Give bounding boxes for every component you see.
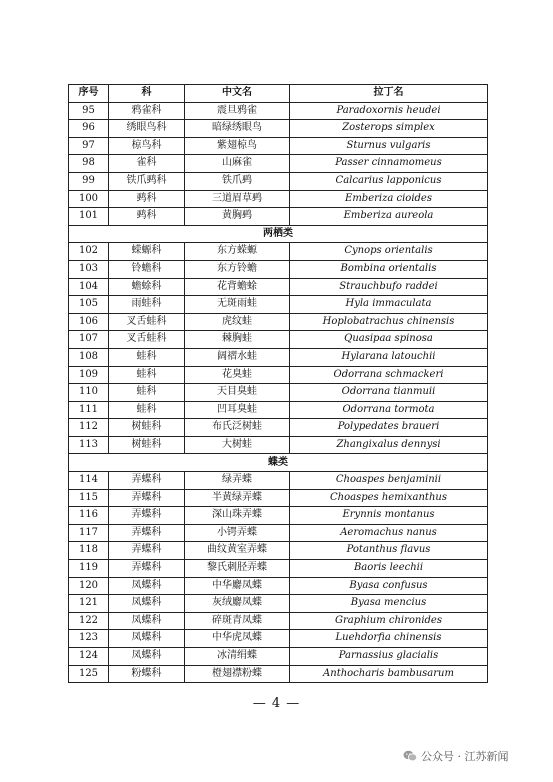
cell-latin-name: Hyla immaculata	[290, 296, 488, 314]
cell-chinese-name: 深山珠弄蝶	[185, 507, 290, 525]
cell-index: 103	[69, 260, 109, 278]
cell-family: 叉舌蛙科	[109, 331, 185, 349]
cell-latin-name: Odorrana schmackeri	[290, 366, 488, 384]
cell-index: 118	[69, 542, 109, 560]
cell-chinese-name: 花背蟾蜍	[185, 278, 290, 296]
table-row	[69, 472, 488, 490]
cell-family: 蛙科	[109, 401, 185, 419]
section-title: 两栖类	[69, 225, 488, 243]
cell-latin-name: Sturnus vulgaris	[290, 137, 488, 155]
cell-latin-name: Byasa mencius	[290, 595, 488, 613]
section-row	[69, 225, 488, 243]
cell-family: 弄蝶科	[109, 524, 185, 542]
table-row	[69, 524, 488, 542]
cell-family: 粉蝶科	[109, 665, 185, 683]
cell-family: 树蛙科	[109, 419, 185, 437]
table-row	[69, 120, 488, 138]
header-latin-name: 拉丁名	[290, 85, 488, 103]
cell-family: 叉舌蛙科	[109, 313, 185, 331]
cell-chinese-name: 东方蝾螈	[185, 243, 290, 261]
cell-latin-name: Parnassius glacialis	[290, 648, 488, 666]
cell-chinese-name: 凹耳臭蛙	[185, 401, 290, 419]
table-row	[69, 507, 488, 525]
cell-latin-name: Baoris leechii	[290, 560, 488, 578]
table-row	[69, 208, 488, 226]
cell-index: 116	[69, 507, 109, 525]
table-row	[69, 243, 488, 261]
cell-chinese-name: 山麻雀	[185, 155, 290, 173]
table-row	[69, 665, 488, 683]
table-row	[69, 489, 488, 507]
table-row	[69, 366, 488, 384]
table-row	[69, 630, 488, 648]
cell-chinese-name: 紫翅椋鸟	[185, 137, 290, 155]
cell-index: 100	[69, 190, 109, 208]
cell-latin-name: Aeromachus nanus	[290, 524, 488, 542]
cell-chinese-name: 震旦鸦雀	[185, 102, 290, 120]
header-family: 科	[109, 85, 185, 103]
cell-family: 蝾螈科	[109, 243, 185, 261]
section-row	[69, 454, 488, 472]
table-row	[69, 612, 488, 630]
cell-chinese-name: 小锷弄蝶	[185, 524, 290, 542]
cell-chinese-name: 大树蛙	[185, 436, 290, 454]
cell-index: 110	[69, 384, 109, 402]
table-row	[69, 560, 488, 578]
table-row	[69, 348, 488, 366]
cell-index: 123	[69, 630, 109, 648]
cell-latin-name: Anthocharis bambusarum	[290, 665, 488, 683]
cell-index: 105	[69, 296, 109, 314]
cell-chinese-name: 花臭蛙	[185, 366, 290, 384]
cell-family: 蛙科	[109, 366, 185, 384]
cell-family: 弄蝶科	[109, 472, 185, 490]
species-table	[68, 84, 488, 683]
watermark-text: 公众号 · 江苏新闻	[421, 750, 509, 763]
table-row	[69, 190, 488, 208]
table-row	[69, 155, 488, 173]
cell-latin-name: Hoplobatrachus chinensis	[290, 313, 488, 331]
cell-family: 弄蝶科	[109, 542, 185, 560]
section-title: 蝶类	[69, 454, 488, 472]
page-number: — 4 —	[252, 696, 301, 711]
cell-latin-name: Hylarana latouchii	[290, 348, 488, 366]
watermark	[403, 748, 509, 764]
table-row	[69, 401, 488, 419]
table-row	[69, 419, 488, 437]
cell-family: 凤蝶科	[109, 630, 185, 648]
cell-chinese-name: 棘胸蛙	[185, 331, 290, 349]
cell-latin-name: Odorrana tormota	[290, 401, 488, 419]
cell-chinese-name: 中华麝凤蝶	[185, 577, 290, 595]
cell-index: 109	[69, 366, 109, 384]
cell-family: 雀科	[109, 155, 185, 173]
cell-family: 凤蝶科	[109, 648, 185, 666]
cell-latin-name: Erynnis montanus	[290, 507, 488, 525]
table-row	[69, 436, 488, 454]
cell-latin-name: Choaspes benjaminii	[290, 472, 488, 490]
table-row	[69, 296, 488, 314]
cell-latin-name: Odorrana tianmuii	[290, 384, 488, 402]
cell-chinese-name: 三道眉草鹀	[185, 190, 290, 208]
cell-chinese-name: 灰绒麝凤蝶	[185, 595, 290, 613]
cell-latin-name: Passer cinnamomeus	[290, 155, 488, 173]
cell-chinese-name: 冰清绢蝶	[185, 648, 290, 666]
cell-index: 108	[69, 348, 109, 366]
header-index: 序号	[69, 85, 109, 103]
cell-latin-name: Polypedates braueri	[290, 419, 488, 437]
cell-latin-name: Cynops orientalis	[290, 243, 488, 261]
cell-index: 113	[69, 436, 109, 454]
cell-index: 102	[69, 243, 109, 261]
cell-family: 弄蝶科	[109, 507, 185, 525]
cell-chinese-name: 碎斑青凤蝶	[185, 612, 290, 630]
cell-latin-name: Choaspes hemixanthus	[290, 489, 488, 507]
cell-index: 99	[69, 172, 109, 190]
table-row	[69, 278, 488, 296]
table-row	[69, 260, 488, 278]
cell-latin-name: Emberiza cioides	[290, 190, 488, 208]
cell-family: 弄蝶科	[109, 489, 185, 507]
cell-chinese-name: 绿弄蝶	[185, 472, 290, 490]
cell-family: 凤蝶科	[109, 612, 185, 630]
cell-index: 124	[69, 648, 109, 666]
cell-chinese-name: 曲纹黄室弄蝶	[185, 542, 290, 560]
cell-latin-name: Luehdorfia chinensis	[290, 630, 488, 648]
table-row	[69, 577, 488, 595]
cell-chinese-name: 黄胸鹀	[185, 208, 290, 226]
cell-latin-name: Byasa confusus	[290, 577, 488, 595]
cell-latin-name: Potanthus flavus	[290, 542, 488, 560]
cell-chinese-name: 布氏泛树蛙	[185, 419, 290, 437]
cell-chinese-name: 东方铃蟾	[185, 260, 290, 278]
table-header-row	[69, 85, 488, 103]
cell-index: 95	[69, 102, 109, 120]
cell-chinese-name: 无斑雨蛙	[185, 296, 290, 314]
cell-family: 凤蝶科	[109, 595, 185, 613]
cell-family: 蟾蜍科	[109, 278, 185, 296]
cell-latin-name: Emberiza aureola	[290, 208, 488, 226]
cell-chinese-name: 天目臭蛙	[185, 384, 290, 402]
cell-family: 弄蝶科	[109, 560, 185, 578]
cell-family: 铃蟾科	[109, 260, 185, 278]
table-row	[69, 542, 488, 560]
cell-index: 125	[69, 665, 109, 683]
cell-index: 104	[69, 278, 109, 296]
cell-latin-name: Quasipaa spinosa	[290, 331, 488, 349]
cell-family: 绣眼鸟科	[109, 120, 185, 138]
cell-chinese-name: 虎纹蛙	[185, 313, 290, 331]
cell-latin-name: Paradoxornis heudei	[290, 102, 488, 120]
wechat-icon	[403, 750, 417, 762]
cell-family: 树蛙科	[109, 436, 185, 454]
cell-index: 111	[69, 401, 109, 419]
table-row	[69, 313, 488, 331]
cell-family: 凤蝶科	[109, 577, 185, 595]
cell-index: 96	[69, 120, 109, 138]
table-body	[69, 102, 488, 683]
cell-index: 117	[69, 524, 109, 542]
table-row	[69, 331, 488, 349]
cell-index: 120	[69, 577, 109, 595]
cell-latin-name: Bombina orientalis	[290, 260, 488, 278]
cell-family: 鹀科	[109, 208, 185, 226]
cell-index: 106	[69, 313, 109, 331]
cell-chinese-name: 橙翅襟粉蝶	[185, 665, 290, 683]
cell-family: 铁爪鹀科	[109, 172, 185, 190]
cell-index: 101	[69, 208, 109, 226]
header-chinese-name: 中文名	[185, 85, 290, 103]
cell-index: 107	[69, 331, 109, 349]
cell-chinese-name: 暗绿绣眼鸟	[185, 120, 290, 138]
cell-family: 椋鸟科	[109, 137, 185, 155]
cell-latin-name: Zosterops simplex	[290, 120, 488, 138]
cell-index: 122	[69, 612, 109, 630]
cell-latin-name: Calcarius lapponicus	[290, 172, 488, 190]
cell-family: 鹀科	[109, 190, 185, 208]
cell-index: 98	[69, 155, 109, 173]
cell-chinese-name: 阔褶水蛙	[185, 348, 290, 366]
cell-family: 鸦雀科	[109, 102, 185, 120]
cell-chinese-name: 黎氏刺胫弄蝶	[185, 560, 290, 578]
cell-chinese-name: 铁爪鹀	[185, 172, 290, 190]
cell-index: 119	[69, 560, 109, 578]
cell-latin-name: Zhangixalus dennysi	[290, 436, 488, 454]
cell-family: 蛙科	[109, 384, 185, 402]
table-row	[69, 102, 488, 120]
cell-index: 115	[69, 489, 109, 507]
cell-chinese-name: 中华虎凤蝶	[185, 630, 290, 648]
cell-index: 121	[69, 595, 109, 613]
table-row	[69, 384, 488, 402]
table-row	[69, 648, 488, 666]
cell-index: 114	[69, 472, 109, 490]
cell-latin-name: Strauchbufo raddei	[290, 278, 488, 296]
table-row	[69, 137, 488, 155]
table-row	[69, 172, 488, 190]
cell-chinese-name: 半黄绿弄蝶	[185, 489, 290, 507]
cell-family: 雨蛙科	[109, 296, 185, 314]
cell-index: 97	[69, 137, 109, 155]
cell-index: 112	[69, 419, 109, 437]
table-row	[69, 595, 488, 613]
cell-latin-name: Graphium chironides	[290, 612, 488, 630]
cell-family: 蛙科	[109, 348, 185, 366]
